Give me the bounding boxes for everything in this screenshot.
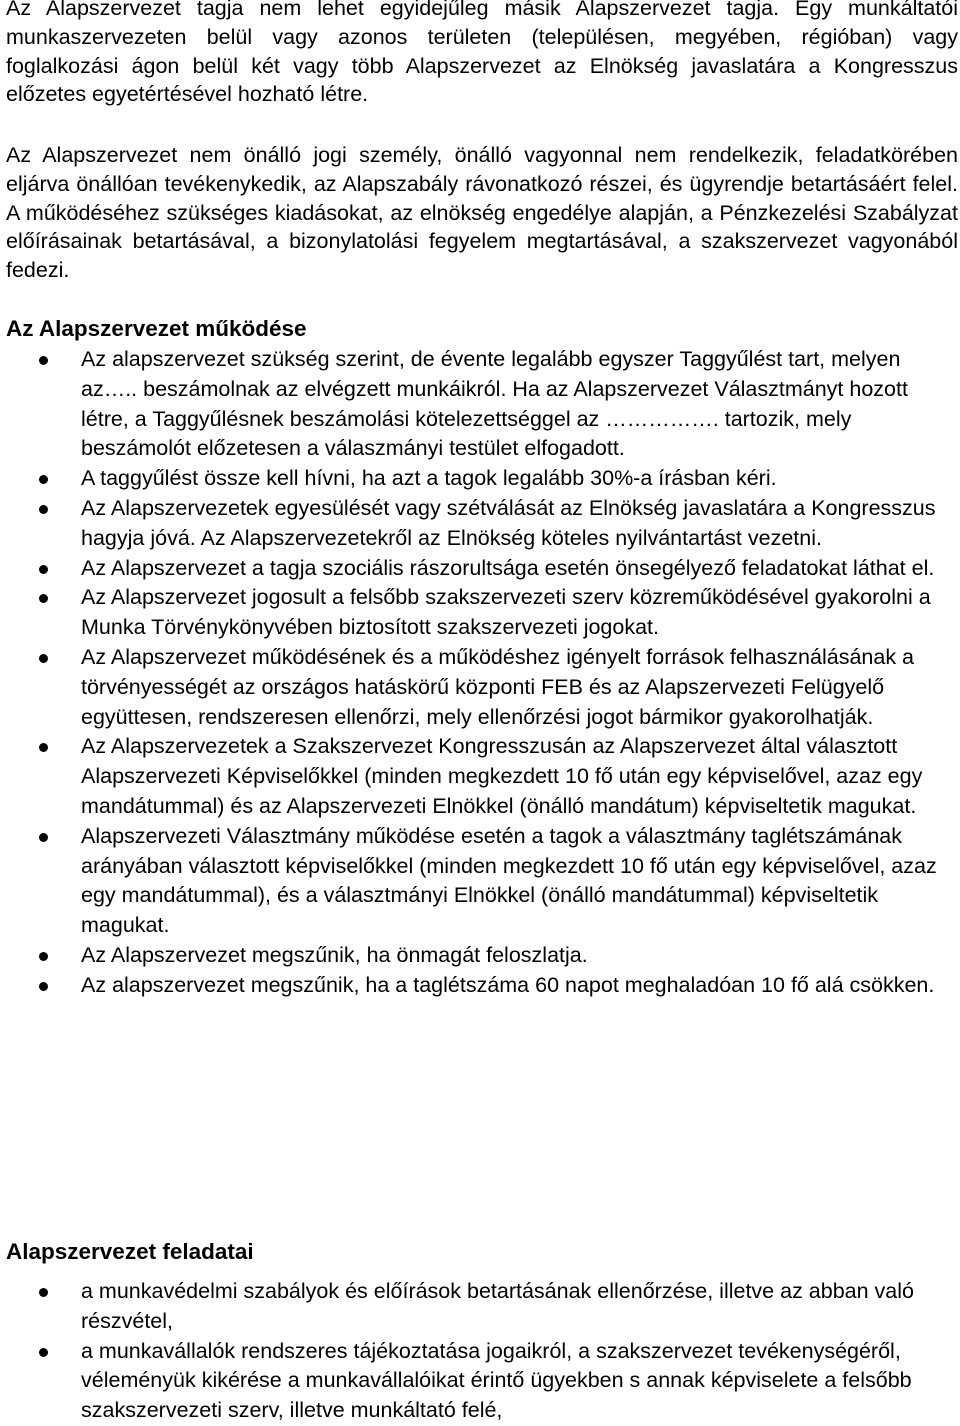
bullet-icon	[39, 505, 48, 514]
bullet-icon	[39, 594, 48, 603]
bullet-icon	[39, 1348, 48, 1357]
list-item: A taggyűlést össze kell hívni, ha azt a tagok legalább 30%-a írásban kéri.	[0, 464, 960, 494]
list-item: Az Alapszervezetek a Szakszervezet Kongresszusán az Alapszervezet által választott Alapszervezeti Képviselőkkel (minden megkezdett 10 fő után egy képviselővel, azaz egy mandátummal) és az Alapszervezeti Elnökkel (önálló mandátum) képviseltetik magukat.	[0, 732, 960, 821]
bullet-icon	[39, 743, 48, 752]
list-item: Az Alapszervezet megszűnik, ha önmagát feloszlatja.	[0, 941, 960, 971]
list-item: Alapszervezeti Választmány működése esetén a tagok a választmány taglétszámának arányában választott képviselőkkel (minden megkezdett 10 fő után egy képviselővel, azaz egy mandátummal), és a választmányi Elnökkel (önálló mandátummal) képviseltetik magukat.	[0, 822, 960, 941]
intro-paragraph-legal-status: Az Alapszervezet nem önálló jogi személy, önálló vagyonnal nem rendelkezik, feladatkörében eljárva önállóan tevékenykedik, az Alapszabály rávonatkozó részei, és ügyrendje betartásáért felel. A működéséhez szükséges kiadásokat, az elnökség engedélye alapján, a Pénzkezelési Szabályzat előírásainak betartásával, a bizonylatolási fegyelem megtartásával, a szakszervezet vagyonából fedezi.	[6, 143, 958, 283]
bullet-icon	[39, 475, 48, 484]
list-item: Az Alapszervezet jogosult a felsőbb szakszervezeti szerv közreműködésével gyakorolni a Munka Törvénykönyvében biztosított szakszervezeti jogokat.	[0, 583, 960, 643]
bullet-icon	[39, 565, 48, 574]
list-item: Az alapszervezet megszűnik, ha a taglétszáma 60 napot meghaladóan 10 fő alá csökken.	[0, 971, 960, 1001]
list-item: Az alapszervezet szükség szerint, de évente legalább egyszer Taggyűlést tart, melyen az….. beszámolnak az elvégzett munkáikról. Ha az Alapszervezet Választmányt hozott létre, a Taggyűlésnek beszámolási kötelezettséggel az ……………. tartozik, mely beszámolót előzetesen a válaszmányi testület elfogadott.	[0, 345, 960, 464]
bullet-icon	[39, 833, 48, 842]
list-item: Az Alapszervezet a tagja szociális rászorultsága esetén önsegélyező feladatokat láthat el.	[0, 554, 960, 584]
section-heading-tasks: Alapszervezet feladatai	[6, 1239, 254, 1264]
list-item: Az Alapszervezet működésének és a működéshez igényelt források felhasználásának a törvényességét az országos hatáskörű központi FEB és az Alapszervezeti Felügyelő együttesen, rendszeresen ellenőrzi, mely ellenőrzési jogot bármikor gyakorolhatják.	[0, 643, 960, 732]
list-item: a munkavédelmi szabályok és előírások betartásának ellenőrzése, illetve az abban való részvétel,	[0, 1277, 960, 1337]
bullet-icon	[39, 1288, 48, 1297]
operation-bullet-list	[0, 345, 960, 1001]
tasks-bullet-list	[0, 1277, 960, 1426]
bullet-icon	[39, 982, 48, 991]
list-item: a munkavállalók rendszeres tájékoztatása jogaikról, a szakszervezet tevékenységéről, véleményük kikérése a munkavállalóikat érintő ügyekben s annak képviselete a felsőbb szakszervezeti szerv, illetve munkáltató felé,	[0, 1337, 960, 1426]
list-item: Az Alapszervezetek egyesülését vagy szétválását az Elnökség javaslatára a Kongresszus hagyja jóvá. Az Alapszervezetekről az Elnökség köteles nyilvántartást vezetni.	[0, 494, 960, 554]
bullet-icon	[39, 356, 48, 365]
intro-paragraph-membership: Az Alapszervezet tagja nem lehet egyidejűleg másik Alapszervezet tagja. Egy munkáltatói munkaszervezeten belül vagy azonos területen (településen, megyében, régióban) vagy foglalkozási ágon belül két vagy több Alapszervezet az Elnökség javaslatára a Kongresszus előzetes egyetértésével hozható létre.	[6, 0, 958, 107]
section-heading-operation: Az Alapszervezet működése	[6, 316, 307, 341]
bullet-icon	[39, 952, 48, 961]
bullet-icon	[39, 654, 48, 663]
